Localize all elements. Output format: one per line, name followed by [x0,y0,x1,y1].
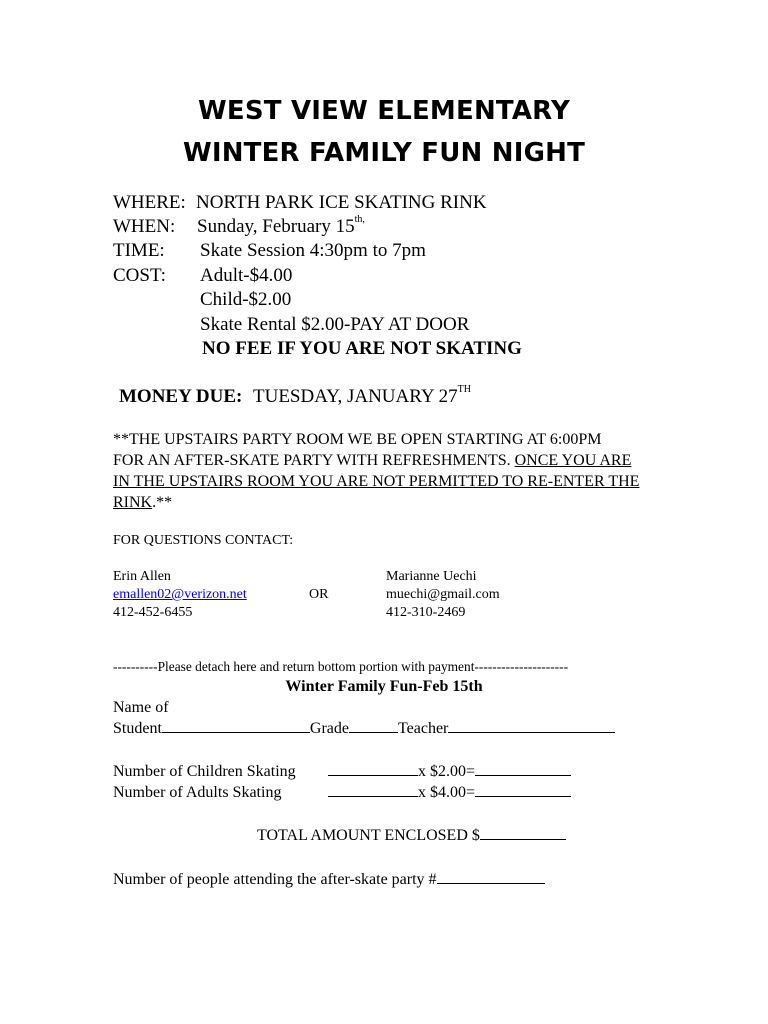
party-notice-line-4 [113,492,172,514]
page-subtitle: WINTER FAMILY FUN NIGHT [182,138,586,168]
children-calc [328,763,571,781]
adults-row [113,784,281,802]
party-notice-line-2 [113,450,631,472]
grade-field[interactable] [349,732,398,733]
contact1-phone: 412-452-6455 [113,605,193,620]
children-skating-label: Number of Children Skating [113,763,296,780]
when-date: Sunday, February 15 [197,216,355,237]
party-notice-line-3: IN THE UPSTAIRS ROOM YOU ARE NOT PERMITTED TO RE-ENTER THE [113,473,640,490]
money-due-label: MONEY DUE: [119,386,243,407]
no-fee-notice: NO FEE IF YOU ARE NOT SKATING [202,338,522,359]
party-notice-text: FOR AN AFTER-SKATE PARTY WITH REFRESHMENTS. [113,452,515,469]
money-due-value [253,386,471,408]
page-title: WEST VIEW ELEMENTARY [198,96,570,126]
cost-label: COST: [113,265,166,286]
party-notice-line-1: **THE UPSTAIRS PARTY ROOM WE BE OPEN STARTING AT 6:00PM [113,431,602,448]
contact2-email: muechi@gmail.com [386,587,500,602]
children-count-field[interactable] [328,775,418,776]
party-count-field[interactable] [437,883,545,884]
student-label: Student [113,720,162,737]
cost-child: Child-$2.00 [200,289,292,310]
party-count-label: Number of people attending the after-skate party # [113,871,437,888]
adults-count-field[interactable] [328,796,418,797]
teacher-field[interactable] [448,732,615,733]
cost-rental: Skate Rental $2.00-PAY AT DOOR [200,314,470,335]
total-amount-field[interactable] [480,839,566,840]
where-value: NORTH PARK ICE SKATING RINK [196,192,487,213]
money-due-date: TUESDAY, JANUARY 27 [253,386,458,407]
time-value: Skate Session 4:30pm to 7pm [200,240,426,261]
party-count-row [113,871,545,889]
time-label: TIME: [113,240,165,261]
total-amount-label: TOTAL AMOUNT ENCLOSED $ [257,827,480,844]
when-value [197,216,365,238]
student-row [113,720,615,738]
adults-rate: x $4.00= [418,784,476,801]
party-notice-end: .** [152,494,173,511]
name-of-label: Name of [113,699,169,716]
contacts-heading: FOR QUESTIONS CONTACT: [113,533,294,548]
children-rate: x $2.00= [418,763,476,780]
adults-calc [328,784,571,802]
total-row [257,827,566,845]
adults-total-field[interactable] [475,796,571,797]
detach-line: ----------Please detach here and return bottom portion with payment--------------------- [113,659,569,674]
adults-skating-label: Number of Adults Skating [113,784,282,801]
when-label: WHEN: [113,216,176,237]
student-name-field[interactable] [162,732,310,733]
cost-adult: Adult-$4.00 [200,265,293,286]
teacher-label: Teacher [397,720,449,737]
children-row [113,763,296,781]
grade-label: Grade [309,720,349,737]
contact1-name: Erin Allen [113,569,171,584]
party-notice-rink: RINK [113,494,153,511]
money-due-suffix: TH [457,384,471,395]
contact1-email-link[interactable]: emallen02@verizon.net [113,587,247,602]
where-label: WHERE: [113,192,186,213]
form-title: Winter Family Fun-Feb 15th [285,678,483,695]
contact2-name: Marianne Uechi [386,569,477,584]
when-suffix: th, [354,214,365,225]
contacts-or-separator: OR [309,587,329,602]
children-total-field[interactable] [475,775,571,776]
contact2-phone: 412-310-2469 [386,605,466,620]
party-notice-emphasis: ONCE YOU ARE [514,452,632,469]
